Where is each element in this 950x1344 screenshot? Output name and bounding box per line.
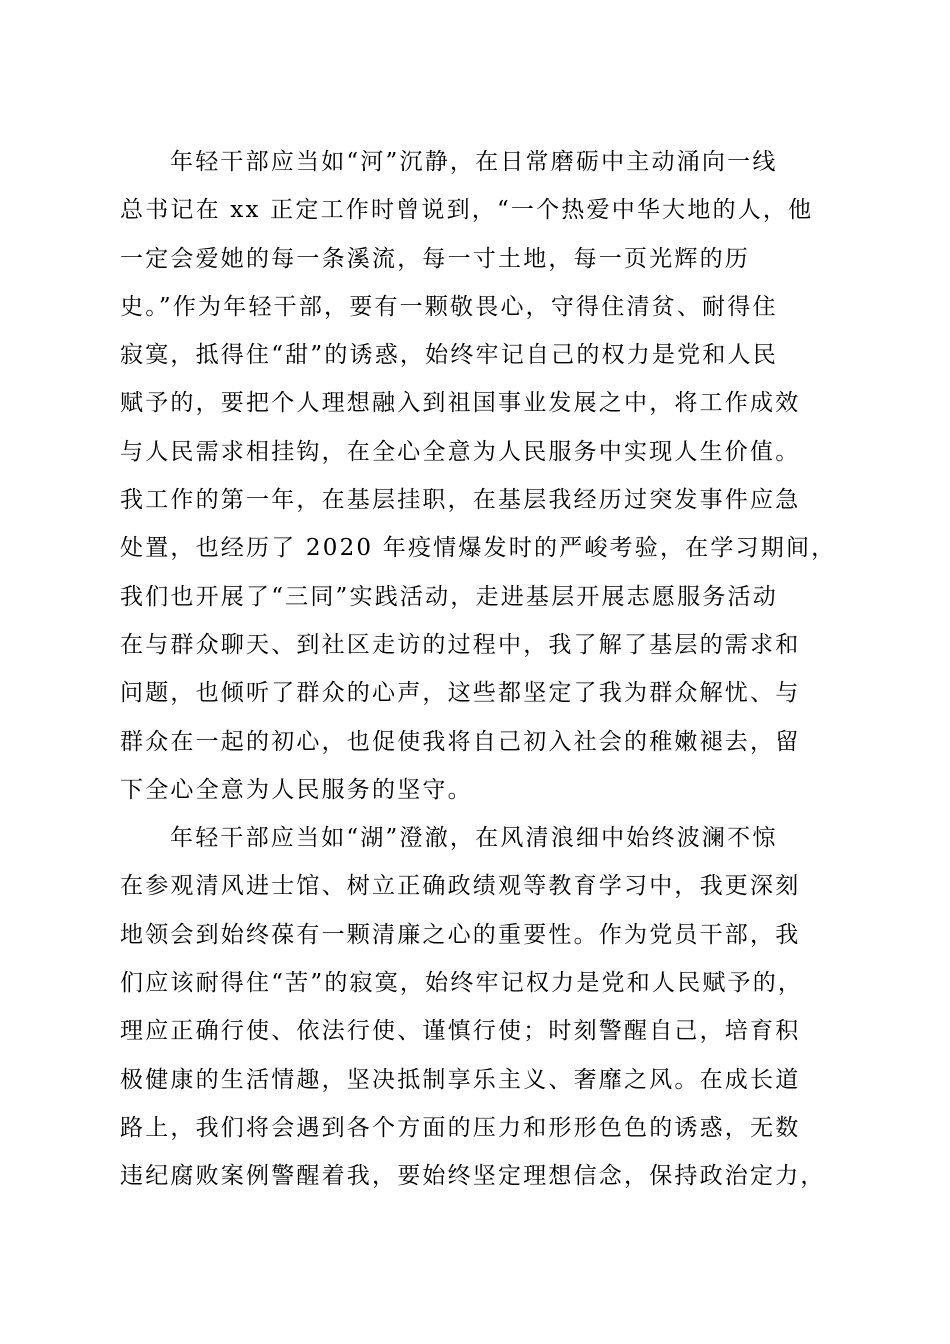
text-line: 们应该耐得住“苦”的寂寞，始终牢记权力是党和人民赋予的， (120, 970, 804, 997)
text-line: 总书记在 xx 正定工作时曾说到，“一个热爱中华大地的人，他 (120, 197, 814, 224)
text-line: 理应正确行使、依法行使、谨慎行使；时刻警醒自己，培育积 (120, 1018, 801, 1045)
text-line: 群众在一起的初心，也促使我将自己初入社会的稚嫩褪去，留 (120, 728, 801, 755)
text-line: 违纪腐败案例警醒着我，要始终坚定理想信念，保持政治定力， (120, 1163, 826, 1190)
body-text (120, 138, 840, 1201)
heading-line-river: 年轻干部应当如“河”沉静，在日常磨砺中主动涌向一线 (170, 149, 778, 175)
text-line: 处置，也经历了 2020 年疫情爆发时的严峻考验，在学习期间， (120, 535, 837, 562)
text-line: 赋予的，要把个人理想融入到祖国事业发展之中，将工作成效 (120, 390, 801, 417)
text-line: 与人民需求相挂钩，在全心全意为人民服务中实现人生价值。 (120, 438, 801, 465)
text-line: 在与群众聊天、到社区走访的过程中，我了解了基层的需求和 (120, 631, 801, 658)
text-line: 我们也开展了“三同”实践活动，走进基层开展志愿服务活动 (120, 583, 778, 610)
text-line: 一定会爱她的每一条溪流，每一寸土地，每一页光辉的历 (120, 245, 750, 272)
text-line: 极健康的生活情趣，坚决抵制享乐主义、奢靡之风。在成长道 (120, 1066, 801, 1093)
text-line: 下全心全意为人民服务的坚守。 (120, 776, 473, 803)
text-line: 问题，也倾听了群众的心声，这些都坚定了我为群众解忧、与 (120, 680, 801, 707)
text-line: 寂寞，抵得住“甜”的诱惑，始终牢记自己的权力是党和人民 (120, 342, 778, 369)
text-line: 我工作的第一年，在基层挂职，在基层我经历过突发事件应急 (120, 487, 801, 514)
text-line: 路上，我们将会遇到各个方面的压力和形形色色的诱惑，无数 (120, 1114, 801, 1141)
text-line: 地领会到始终葆有一颗清廉之心的重要性。作为党员干部，我 (120, 921, 801, 948)
heading-line-lake: 年轻干部应当如“湖”澄澈，在风清浪细中始终波澜不惊 (170, 825, 778, 852)
text-line: 史。”作为年轻干部，要有一颗敬畏心，守得住清贫、耐得住 (120, 293, 778, 320)
text-line: 在参观清风进士馆、树立正确政绩观等教育学习中，我更深刻 (120, 873, 801, 900)
